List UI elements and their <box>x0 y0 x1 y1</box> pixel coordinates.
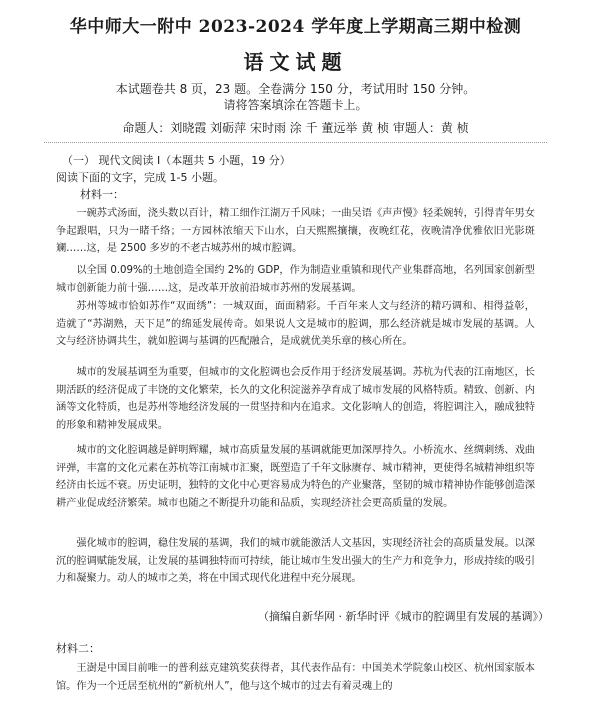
material1-label: 材料一： <box>80 188 124 201</box>
section-heading: （一） 现代文阅读 I（本题共 5 小题，19 分） <box>62 154 291 167</box>
exam-authors: 命题人：刘晓霞 刘砺萍 宋时雨 涂 千 董远举 黄 桢 审题人：黄 桢 <box>122 121 469 135</box>
material1-paragraph-4: 城市的发展基调至为重要，但城市的文化腔调也会反作用于经济发展基调。苏杭为代表的江南地区，长期活跃的经济促成了丰饶的文化繁荣，长久的文化积淀滋养孕育成了城市发展的风格特质。精致、创新、内涵等文化特质，也是苏州等地经济发展的一贯坚持和内在追求。文化影响人的创造，将腔调注入，融成独特的形象和精神发展成果。 <box>56 367 535 431</box>
material2-label: 材料二： <box>56 642 100 655</box>
exam-title: 华中师大一附中 2023-2024 学年度上学期高三期中检测 <box>69 17 522 37</box>
material1-paragraph-1: 一碗苏式汤面，浇头数以百计，精工细作江湖万千风味；一曲吴语《声声慢》轻柔婉转，引得青年男女争起跟唱，只为一睹千络；一方园林浓缩天下山水，白天熙熙攘攘，夜晚红花，夜晚清净优雅依旧光影斑斓……这，是 2500 多岁的不老古城苏州的城市腔调。 <box>56 208 535 255</box>
material1-paragraph-6: 强化城市的腔调，稳住发展的基调，我们的城市就能激活人文基因，实现经济社会的高质量发展。以深沉的腔调赋能发展，让发展的基调独特而可持续，能让城市生发出强大的生产力和竞争力，形成持续的吸引力和凝聚力。动人的城市之美，将在中国式现代化进程中充分展现。 <box>56 538 535 585</box>
header-separator <box>44 142 547 143</box>
material2-paragraph-1: 王澍是中国目前唯一的普利兹克建筑奖获得者，其代表作品有：中国美术学院象山校区、杭州国家版本馆。作为一个迁居至杭州的“新杭州人”，他与这个城市的过去有着灵魂上的 <box>56 663 535 692</box>
exam-info-line1: 本试题卷共 8 页，23 题。全卷满分 150 分，考试用时 150 分钟。 <box>115 82 476 96</box>
material1-paragraph-2: 以全国 0.09%的土地创造全国约 2%的 GDP，作为制造业重镇和现代产业集群高地，名列国家创新型城市创新能力前十强……这，是改革开放前沿城市苏州的发展基调。 <box>56 265 535 294</box>
material1-paragraph-3: 苏州等城市恰如苏作“双面绣”：一城双面，面面精彩。千百年来人文与经济的精巧调和、相得益彰，造就了“苏湖熟，天下足”的绵延发展传奇。如果说人文是城市的腔调，那么经济就是城市发展的基调。人文与经济协调共生，就如腔调与基调的匹配融合，是成就优美乐章的核心所在。 <box>56 301 535 348</box>
material1-source: （摘编自新华网 · 新华时评《城市的腔调里有发展的基调》） <box>258 610 549 623</box>
material1-paragraph-5: 城市的文化腔调越是鲜明辉耀，城市高质量发展的基调就能更加深厚持久。小桥流水、丝绸刺绣、戏曲评弹，丰富的文化元素在苏杭等江南城市汇聚，既塑造了千年文脉赓存、城市精神，更使得名城精神组织等经济由长远不衰。历史证明，独特的文化中心更容易成为特色的产业聚落，坚韧的城市精神协作能够创造深耕产业促成经济繁荣。城市也随之不断提升功能和品质，实现经济社会更高质量的发展。 <box>56 445 535 509</box>
exam-info-line2: 请将答案填涂在答题卡上。 <box>223 98 368 112</box>
exam-subtitle: 语文试题 <box>243 50 348 74</box>
section-instruction: 阅读下面的文字，完成 1-5 小题。 <box>56 171 224 184</box>
